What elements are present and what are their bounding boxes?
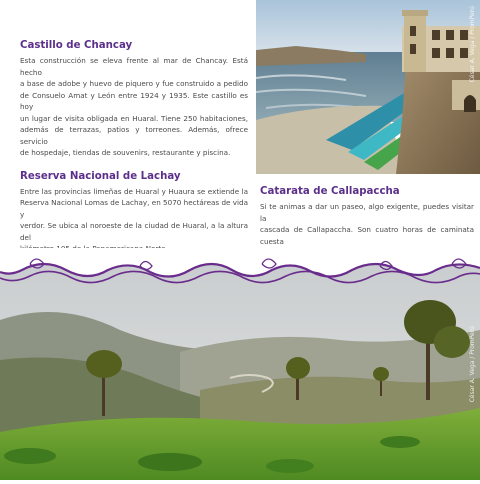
castillo-body: [20, 55, 248, 159]
castillo-section: [20, 40, 248, 159]
lachay-title: Reserva Nacional de Lachay: [20, 170, 181, 182]
lachay-line: Entre las provincias limeñas de Huaral y Huaura se extiende la: [20, 186, 248, 196]
castle-photo-credit: César A. Vega / PromPerú: [469, 6, 476, 83]
castillo-line: de hospedaje, tiendas de souvenirs, restaurante y piscina.: [20, 148, 231, 157]
catarata-title: Catarata de Callapaccha: [260, 186, 400, 197]
landscape-photo-credit: César A. Vega / PromPerú: [469, 326, 476, 403]
lachay-line: verdor. Se ubica al noroeste de la ciudad de Huaral, a la altura del: [20, 221, 248, 242]
castillo-line: además de terrazas, patios y torreones. Además, ofrece servicio: [20, 125, 248, 146]
castle-photo: [256, 0, 480, 174]
castillo-title: Castillo de Chancay: [20, 40, 133, 51]
castillo-line: un lugar de visita obligada en Huaral. Tiene 250 habitaciones,: [20, 113, 248, 123]
castle-photo-illustration: [256, 0, 480, 174]
castillo-line: Esta construcción se eleva frente al mar de Chancay. Está hecho: [20, 56, 248, 77]
catarata-line: cascada de Callapaccha. Son cuatro horas de caminata cuesta: [260, 225, 474, 246]
lachay-line: Reserva Nacional Lomas de Lachay, en 5070 hectáreas de vida y: [20, 198, 248, 219]
castillo-line: de Consuelo Amat y León entre 1924 y 1935. Este castillo es hoy: [20, 90, 248, 111]
decorative-wave-border: [0, 244, 480, 296]
catarata-line: Si te animas a dar un paseo, algo exigente, puedes visitar la: [260, 202, 474, 223]
castillo-line: a base de adobe y huevo de piquero y fue construido a pedido: [20, 79, 248, 88]
